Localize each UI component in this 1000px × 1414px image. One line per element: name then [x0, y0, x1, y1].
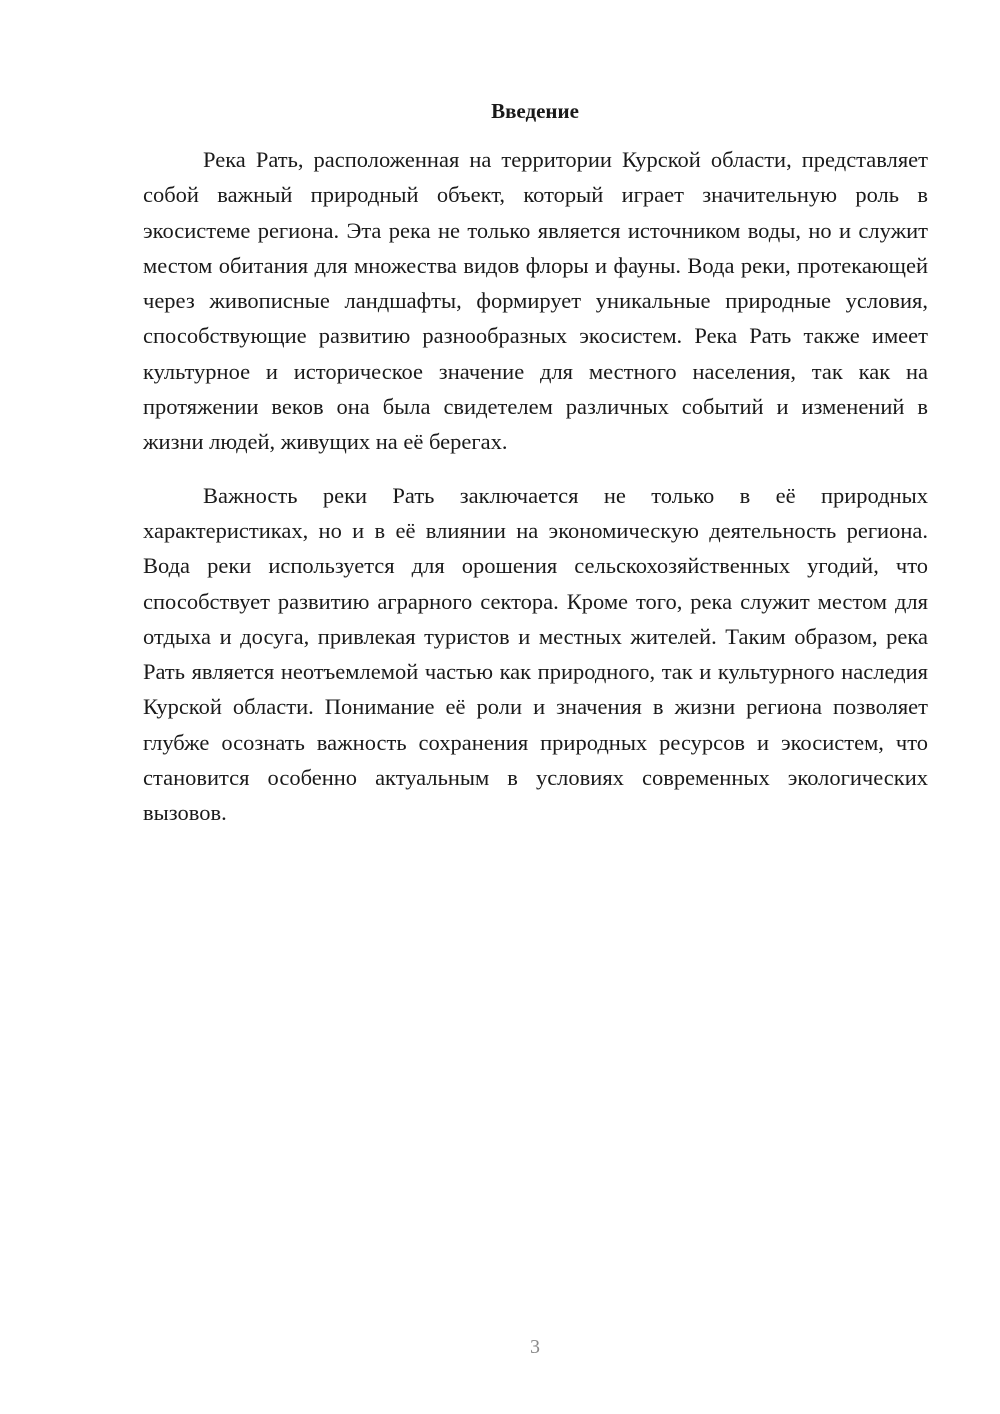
paragraph: Важность реки Рать заключается не только в её природных характеристиках, но и в её влиянии на экономическую деятельность региона. Вода реки используется для орошения сельскохозяйственных угодий, что способствует развитию аграрного сектора. Кроме того, река служит местом для отдыха и досуга, привлекая туристов и местных жителей. Таким образом, река Рать является неотъемлемой частью как природного, так и культурного наследия Курской области. Понимание её роли и значения в жизни региона позволяет глубже осознать важность сохранения природных ресурсов и экосистем, что становится особенно актуальным в условиях современных экологических вызовов. — [143, 482, 928, 826]
body-text — [143, 142, 928, 831]
paragraph: Река Рать, расположенная на территории Курской области, представляет собой важный природный объект, который играет значительную роль в экосистеме региона. Эта река не только является источником воды, но и служит местом обитания для множества видов флоры и фауны. Вода реки, протекающей через живописные ландшафты, формирует уникальные природные условия, способствующие развитию разнообразных экосистем. Река Рать также имеет культурное и историческое значение для местного населения, так как на протяжении веков она была свидетелем различных событий и изменений в жизни людей, живущих на её берегах. — [143, 147, 928, 455]
page-number: 3 — [530, 1336, 540, 1358]
section-heading: Введение — [491, 99, 579, 123]
